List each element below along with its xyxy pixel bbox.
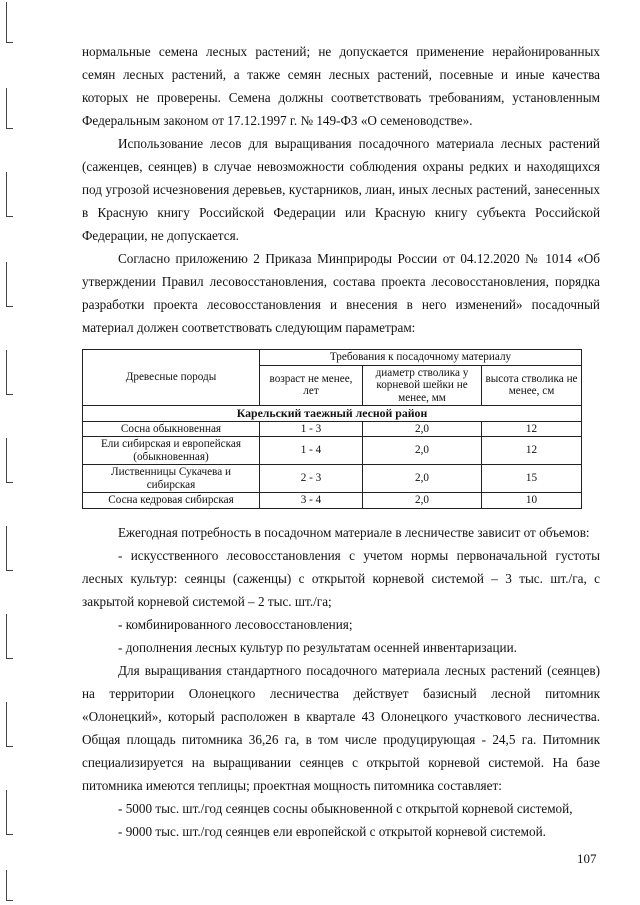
table-region-row: [83, 406, 582, 422]
paragraph-annual-need: Ежегодная потребность в посадочном материале в лесничестве зависит от объемов:: [118, 524, 590, 540]
height-cell: 12: [482, 421, 582, 437]
binding-mark: [6, 526, 13, 571]
paragraphs-after-table: [82, 521, 600, 843]
species-cell: Ели сибирская и европейская (обыкновенная): [83, 437, 260, 465]
region-label: Карельский таежный лесной район: [83, 406, 582, 422]
list-item: - искусственного лесовосстановления с учетом нормы первоначальной густоты лесных культур: сеянцы (саженцы) с открытой корневой системой – 3 тыс. шт./га, с закрытой корневой системой – 2 тыс. шт./га;: [82, 547, 600, 609]
binding-mark: [6, 88, 13, 129]
list-item: - 9000 тыс. шт./год сеянцев ели европейской с открытой корневой системой.: [118, 823, 546, 839]
height-cell: 15: [482, 465, 582, 493]
binding-mark: [6, 790, 13, 835]
binding-mark: [6, 350, 13, 395]
diameter-cell: 2,0: [363, 465, 482, 493]
binding-mark: [6, 2, 13, 43]
list-item: - 5000 тыс. шт./год сеянцев сосны обыкновенной с открытой корневой системой,: [118, 800, 573, 816]
page-number: 107: [577, 851, 597, 866]
table-header-row: [83, 350, 582, 366]
age-cell: 1 - 4: [260, 437, 363, 465]
table-row: [83, 437, 582, 465]
table-row: [83, 421, 582, 437]
paragraph-order-reference: Согласно приложению 2 Приказа Минприроды России от 04.12.2020 № 1014 «Об утверждении Правил лесовосстановления, состава проекта лесовосстановления, порядка разработки проекта лесовосстановления и внесения в него изменений» посадочный материал должен соответствовать следующим параметрам:: [82, 251, 600, 335]
header-diameter: диаметр стволика у корневой шейки не менее, мм: [363, 365, 482, 406]
age-cell: 3 - 4: [260, 493, 363, 509]
paragraph-seeds: нормальные семена лесных растений; не допускается применение нерайонированных семян лесных растений, а также семян лесных растений, посевные и иные качества которых не проверены. Семена должны соответствовать требованиям, установленным Федеральным законом от 17.12.1997 г. № 149-ФЗ «О семеноводстве».: [82, 44, 600, 128]
diameter-cell: 2,0: [363, 421, 482, 437]
header-species: Древесные породы: [83, 350, 260, 406]
age-cell: 1 - 3: [260, 421, 363, 437]
planting-material-table: [82, 349, 582, 509]
binding-mark: [6, 438, 13, 483]
diameter-cell: 2,0: [363, 493, 482, 509]
binding-mark: [6, 870, 13, 901]
diameter-cell: 2,0: [363, 437, 482, 465]
binding-mark: [6, 702, 13, 747]
height-cell: 12: [482, 437, 582, 465]
species-cell: Сосна обыкновенная: [83, 421, 260, 437]
paragraph-nursery: Для выращивания стандартного посадочного материала лесных растений (сеянцев) на территории Олонецкого лесничества действует базисный лесной питомник «Олонецкий», который расположен в квартале 43 Олонецкого участкового лесничества. Общая площадь питомника 36,26 га, в том числе продуцирующая - 24,5 га. Питомник специализируется на выращивании сеянцев с открытой корневой системой. На базе питомника имеются теплицы; проектная мощность питомника составляет:: [82, 662, 600, 793]
list-item: - комбинированного лесовосстановления;: [118, 616, 353, 632]
header-requirements: Требования к посадочному материалу: [260, 350, 582, 366]
species-cell: Лиственницы Сукачева и сибирская: [83, 465, 260, 493]
binding-margin-marks: [6, 0, 18, 905]
age-cell: 2 - 3: [260, 465, 363, 493]
binding-mark: [6, 172, 13, 217]
binding-mark: [6, 614, 13, 659]
paragraph-forest-use: Использование лесов для выращивания посадочного материала лесных растений (саженцев, сеянцев) в случае невозможности соблюдения охраны редких и находящихся под угрозой исчезновения деревьев, кустарников, лиан, иных лесных растений, занесенных в Красную книгу Российской Федерации или Красную книгу субъекта Российской Федерации, не допускается.: [82, 136, 600, 243]
table-row: [83, 465, 582, 493]
document-page: [82, 40, 600, 843]
height-cell: 10: [482, 493, 582, 509]
list-item: - дополнения лесных культур по результатам осенней инвентаризации.: [118, 639, 517, 655]
header-height: высота стволика не менее, см: [482, 365, 582, 406]
table-row: [83, 493, 582, 509]
binding-mark: [6, 262, 13, 307]
header-age: возраст не менее, лет: [260, 365, 363, 406]
species-cell: Сосна кедровая сибирская: [83, 493, 260, 509]
